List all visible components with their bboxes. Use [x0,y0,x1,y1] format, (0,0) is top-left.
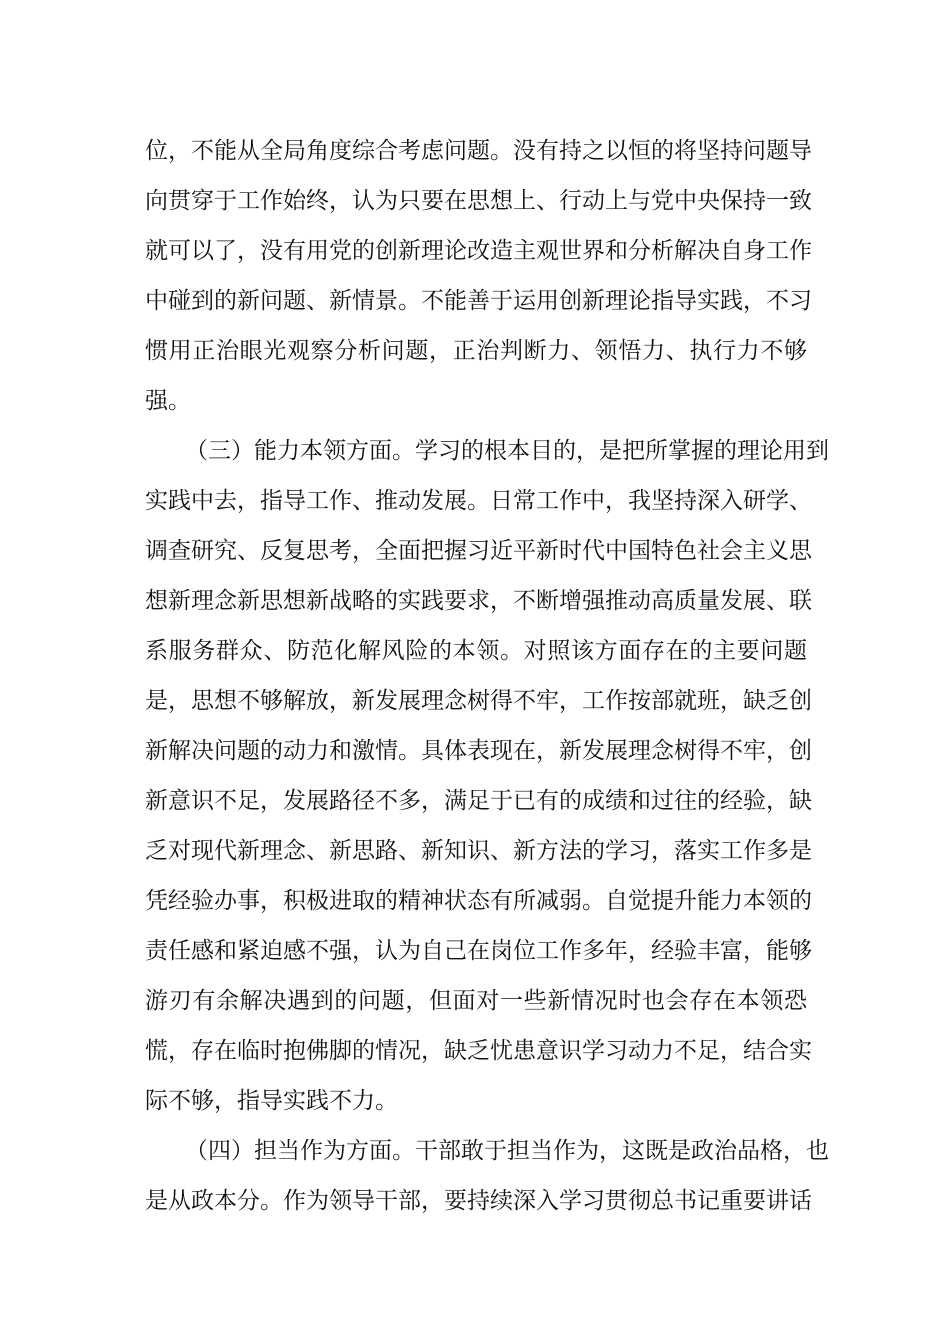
text-line: 际不够，指导实践不力。 [145,1088,398,1114]
text-line: 是，思想不够解放，新发展理念树得不牢，工作按部就班，缺乏创 [145,688,812,714]
text-line: 向贯穿于工作始终，认为只要在思想上、行动上与党中央保持一致 [145,188,812,214]
text-line: 乏对现代新理念、新思路、新知识、新方法的学习，落实工作多是 [145,838,812,864]
text-line: 就可以了，没有用党的创新理论改造主观世界和分析解决自身工作 [145,238,812,264]
paragraph-heading-line: （四）担当作为方面。干部敢于担当作为，这既是政治品格，也 [185,1138,829,1164]
text-line: 系服务群众、防范化解风险的本领。对照该方面存在的主要问题 [145,638,807,664]
text-line: 强。 [145,388,191,414]
text-line: 新意识不足，发展路径不多，满足于已有的成绩和过往的经验，缺 [145,788,812,814]
text-line: 新解决问题的动力和激情。具体表现在，新发展理念树得不牢，创 [145,738,812,764]
text-line: 实践中去，指导工作、推动发展。日常工作中，我坚持深入研学、 [145,488,812,514]
text-line: 位，不能从全局角度综合考虑问题。没有持之以恒的将坚持问题导 [145,138,812,164]
paragraph-heading-line: （三）能力本领方面。学习的根本目的，是把所掌握的理论用到 [185,438,829,464]
text-line: 想新理念新思想新战略的实践要求，不断增强推动高质量发展、联 [145,588,812,614]
text-line: 慌，存在临时抱佛脚的情况，缺乏忧患意识学习动力不足，结合实 [145,1038,812,1064]
text-line: 中碰到的新问题、新情景。不能善于运用创新理论指导实践，不习 [145,288,812,314]
body-text [145,126,829,1226]
text-line: 凭经验办事，积极进取的精神状态有所减弱。自觉提升能力本领的 [145,888,812,914]
text-line: 是从政本分。作为领导干部，要持续深入学习贯彻总书记重要讲话 [145,1188,812,1214]
text-line: 游刃有余解决遇到的问题，但面对一些新情况时也会存在本领恐 [145,988,807,1014]
text-line: 责任感和紧迫感不强，认为自己在岗位工作多年，经验丰富，能够 [145,938,812,964]
text-line: 惯用正治眼光观察分析问题，正治判断力、领悟力、执行力不够 [145,338,807,364]
text-line: 调查研究、反复思考，全面把握习近平新时代中国特色社会主义思 [145,538,812,564]
